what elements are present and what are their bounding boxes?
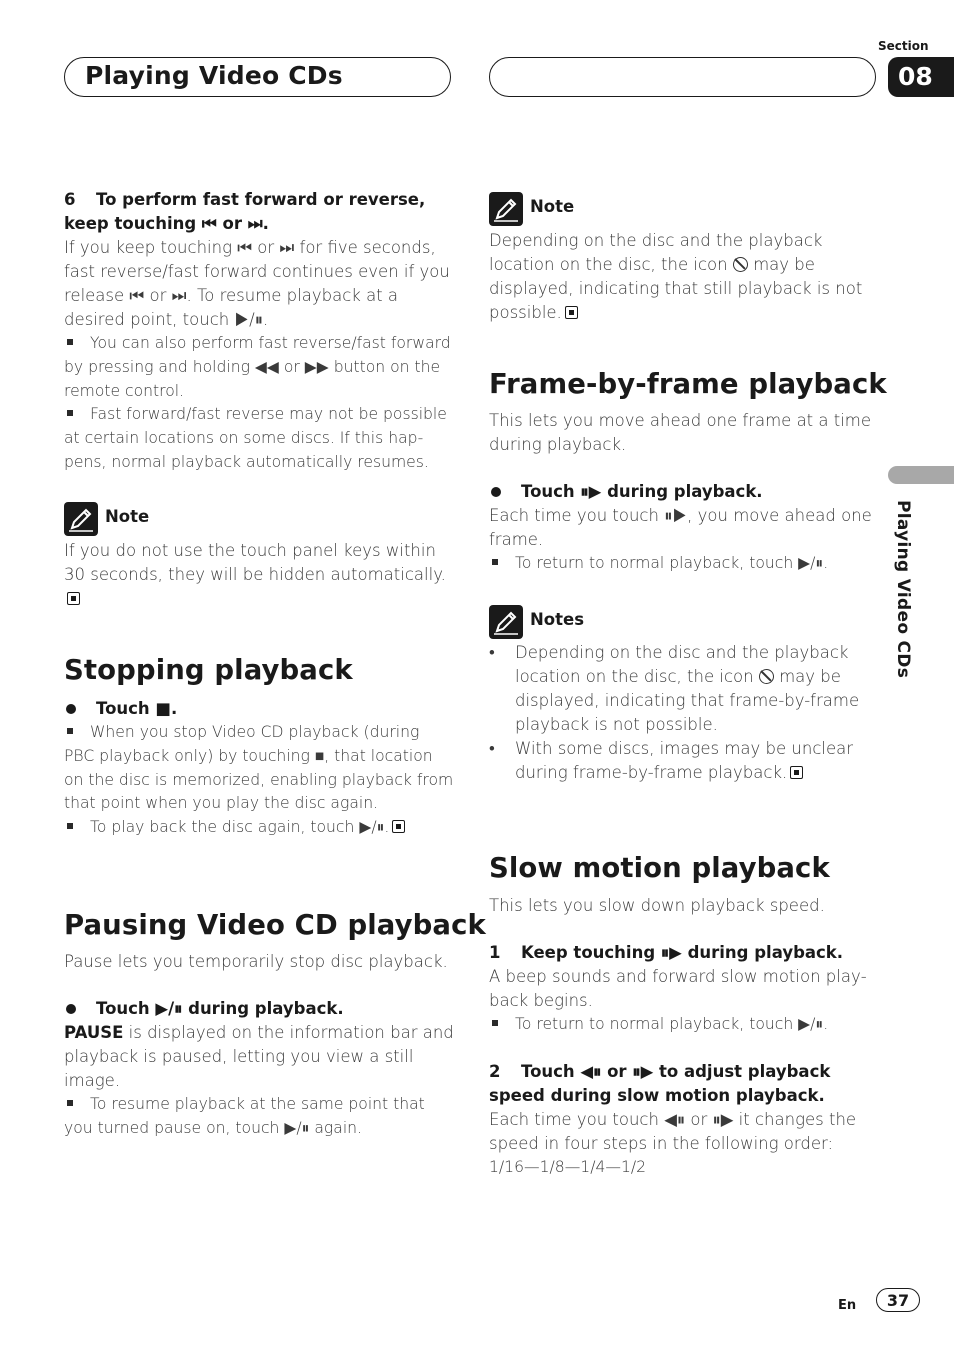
bullet-square bbox=[67, 339, 73, 345]
slow-step2-body: Each time you touch ◀⏸ or ⏸▶ it changes the speed in four steps in the following order: bbox=[489, 1109, 857, 1153]
stop-block bbox=[64, 697, 454, 840]
heading-stopping-playback: Stopping playback bbox=[64, 654, 353, 686]
bullet-square bbox=[67, 728, 73, 734]
notes-2: With some discs, images may be unclear during frame-by-frame playback. bbox=[515, 739, 854, 782]
bullet-square bbox=[67, 1100, 73, 1106]
side-tab-marker bbox=[888, 466, 954, 484]
prohibited-icon bbox=[733, 257, 748, 272]
heading-slow-motion: Slow motion playback bbox=[489, 852, 830, 884]
end-mark-icon bbox=[790, 766, 803, 779]
slow-step1: Keep touching ⏸▶ during playback. bbox=[521, 943, 844, 962]
slow-order: 1/16—1/8—1/4—1/2 bbox=[489, 1157, 647, 1176]
slow-step2-b: speed during slow motion playback. bbox=[489, 1085, 825, 1105]
note-pencil-icon bbox=[489, 605, 523, 639]
step6-bullet-1: You can also perform fast reverse/fast forward by pressing and holding ◀◀ or ▶▶ button on the remote control. bbox=[64, 334, 451, 400]
slow-step1-bullet: To return to normal playback, touch ▶/⏸. bbox=[515, 1015, 829, 1033]
pause-step: Touch ▶/⏸ during playback. bbox=[96, 999, 344, 1018]
stop-step: Touch ■. bbox=[96, 699, 178, 718]
notes-label: Notes bbox=[530, 610, 585, 629]
bullet-small-dot: • bbox=[489, 739, 495, 758]
pause-keyword: PAUSE bbox=[64, 1023, 124, 1042]
pause-block bbox=[64, 950, 454, 1141]
bullet-square bbox=[67, 823, 73, 829]
step6-title-b: keep touching ⏮ or ⏭. bbox=[64, 214, 269, 233]
bullet-small-dot: • bbox=[489, 643, 495, 662]
bullet-dot bbox=[491, 487, 501, 497]
step6-title-a: To perform fast forward or reverse, bbox=[96, 190, 426, 209]
right-note-text-b: may be displayed, indicating that still playback is not possible. bbox=[489, 255, 863, 322]
side-tab-label: Playing Video CDs bbox=[893, 500, 913, 679]
right-note-text-a: Depending on the disc and the playback location on the disc, the icon bbox=[489, 231, 823, 274]
section-number-badge: 08 bbox=[888, 57, 954, 97]
notes-1b: may be displayed, indicating that frame-by-frame playback is not possible. bbox=[515, 667, 860, 734]
bullet-dot bbox=[66, 1004, 76, 1014]
bullet-dot bbox=[66, 704, 76, 714]
slow-step2-a: Touch ◀⏸ or ⏸▶ to adjust playback bbox=[521, 1061, 831, 1081]
slow-block bbox=[489, 894, 879, 1180]
slow-intro: This lets you slow down playback speed. bbox=[489, 896, 825, 915]
notes-1a: Depending on the disc and the playback location on the disc, the icon bbox=[515, 643, 849, 686]
frame-body: Each time you touch ⏸▶, you move ahead one frame. bbox=[489, 506, 872, 549]
prohibited-icon bbox=[759, 669, 774, 684]
step6-block bbox=[64, 188, 454, 475]
right-note-body bbox=[489, 229, 879, 325]
stop-bullet-2: To play back the disc again, touch ▶/⏸. bbox=[90, 818, 390, 837]
step6-body: If you keep touching ⏮ or ⏭ for five seconds, fast reverse/fast forward continues even if you release ⏮ or ⏭. To resume playback at a desired point, touch ▶/⏸. bbox=[64, 238, 450, 329]
note-text: If you do not use the touch panel keys within 30 seconds, they will be hidden automatically. bbox=[64, 541, 446, 584]
step6-bullet-2: Fast forward/fast reverse may not be possible at certain locations on some discs. If this happens, normal playback automatically resumes. bbox=[64, 405, 447, 471]
section-title-pill bbox=[64, 57, 451, 97]
header-empty-pill bbox=[489, 57, 876, 97]
end-mark-icon bbox=[565, 306, 578, 319]
note-label: Note bbox=[105, 507, 150, 526]
notes-body bbox=[489, 641, 879, 785]
bullet-square bbox=[492, 1020, 498, 1026]
frame-bullet-1: To return to normal playback, touch ▶/⏸. bbox=[515, 554, 829, 572]
frame-intro: This lets you move ahead one frame at a time during playback. bbox=[489, 411, 872, 454]
heading-pausing-playback: Pausing Video CD playback bbox=[64, 909, 486, 941]
bullet-square bbox=[67, 410, 73, 416]
language-label: En bbox=[838, 1298, 857, 1313]
note-pencil-icon bbox=[489, 192, 523, 226]
end-mark-icon bbox=[392, 820, 405, 833]
section-label: Section bbox=[878, 39, 929, 53]
frame-block bbox=[489, 409, 879, 576]
heading-frame-by-frame: Frame-by-frame playback bbox=[489, 368, 887, 400]
slow-step1-body: A beep sounds and forward slow motion playback begins. bbox=[489, 967, 867, 1010]
note-label: Note bbox=[530, 197, 575, 216]
end-mark-icon bbox=[67, 592, 80, 605]
pause-intro: Pause lets you temporarily stop disc playback. bbox=[64, 952, 448, 971]
step-number: 2 bbox=[489, 1061, 501, 1081]
note-pencil-icon bbox=[64, 502, 98, 536]
pause-bullet-1: To resume playback at the same point that you turned pause on, touch ▶/⏸ again. bbox=[64, 1095, 425, 1137]
stop-bullet-1: When you stop Video CD playback (during PBC playback only) by touching ■, that location on the disc is memorized, enabling playback from that point when you play the disc again. bbox=[64, 723, 454, 813]
frame-step: Touch ⏸▶ during playback. bbox=[521, 482, 763, 501]
section-title: Playing Video CDs bbox=[85, 61, 343, 90]
page-number: 37 bbox=[876, 1288, 920, 1312]
pause-body: is displayed on the information bar and playback is paused, letting you view a still image. bbox=[64, 1023, 454, 1090]
bullet-square bbox=[492, 559, 498, 565]
step-number: 6 bbox=[64, 190, 76, 209]
note-body bbox=[64, 539, 454, 611]
step-number: 1 bbox=[489, 943, 501, 962]
